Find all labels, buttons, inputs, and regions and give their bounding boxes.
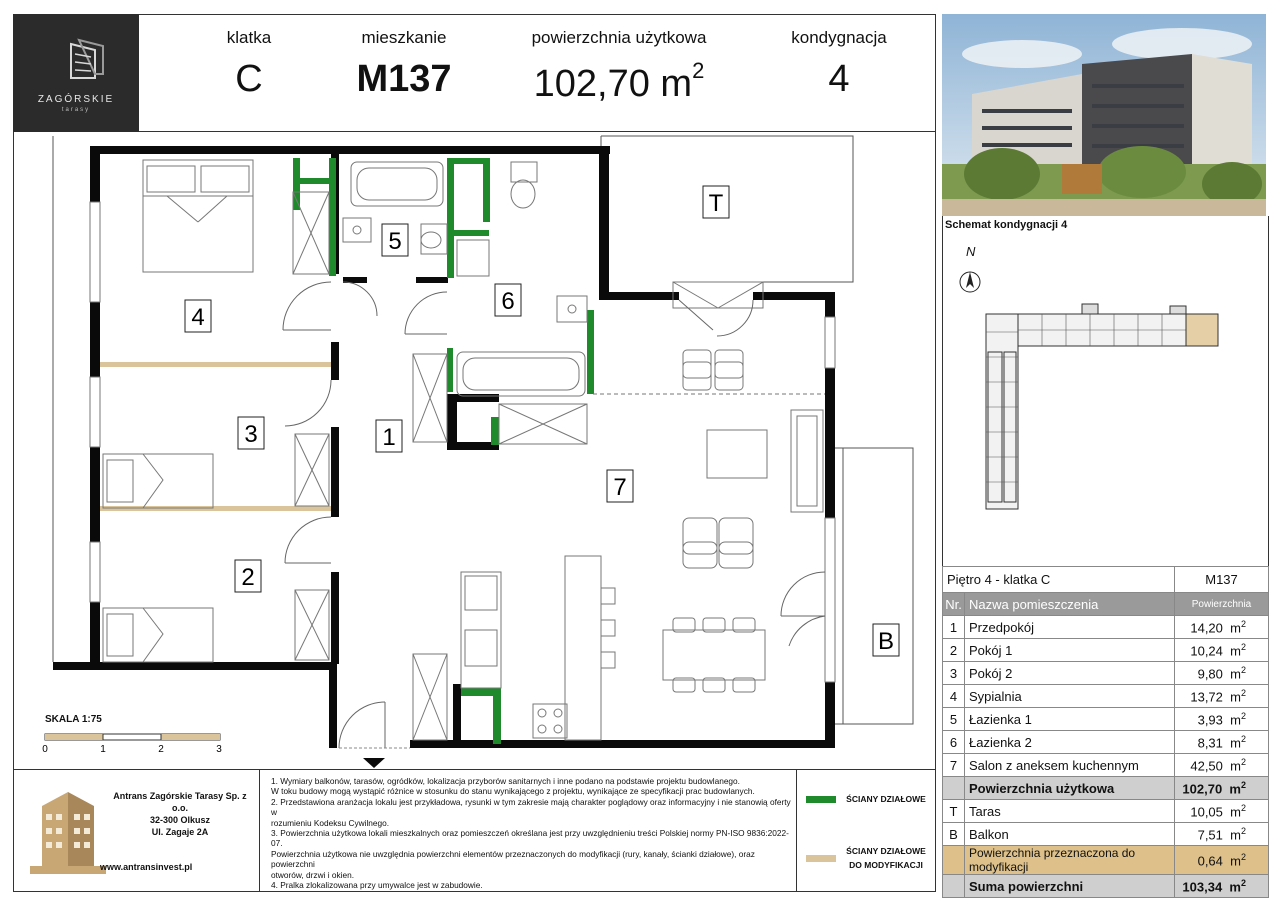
row-name: Sypialnia xyxy=(965,685,1175,708)
col-area: Powierzchnia xyxy=(1175,593,1269,616)
table-title-row xyxy=(943,567,1269,593)
table-apartment: M137 xyxy=(1175,567,1269,593)
row-name: Przedpokój xyxy=(965,616,1175,639)
col-nr: Nr. xyxy=(943,593,965,616)
table-row xyxy=(943,731,1269,754)
room-label-7: 7 xyxy=(613,474,627,501)
total-label: Suma powierzchni xyxy=(965,875,1175,898)
header-value: 102,70 $m^2$ xyxy=(533,58,705,105)
room-label-6: 6 xyxy=(501,288,515,315)
row-nr: 3 xyxy=(943,662,965,685)
logo xyxy=(13,14,139,132)
header-value: C xyxy=(235,58,263,100)
header-col-mieszkanie xyxy=(334,15,474,101)
row-nr: 5 xyxy=(943,708,965,731)
exterior-walls xyxy=(53,146,835,748)
legend-modification-swatch xyxy=(806,855,836,862)
row-area: 13,72 $m^2$ xyxy=(1175,685,1269,708)
table-header-row xyxy=(943,593,1269,616)
room-label-1: 1 xyxy=(382,424,396,451)
table-row xyxy=(943,616,1269,639)
modification-area: 0,64 $m^2$ xyxy=(1175,846,1269,875)
company-street: Ul. Zagaje 2A xyxy=(151,827,209,837)
table-row xyxy=(943,662,1269,685)
footer-notes xyxy=(271,776,791,890)
usable-label: Powierzchnia użytkowa xyxy=(965,777,1175,800)
row-area: 9,80 $m^2$ xyxy=(1175,662,1269,685)
header-label: kondygnacja xyxy=(791,28,887,47)
row-nr: 1 xyxy=(943,616,965,639)
row-area: 14,20 $m^2$ xyxy=(1175,616,1269,639)
room-area-table xyxy=(942,566,1269,898)
note-line: 4. Pralka zlokalizowana przy umywalce jest w zabudowie. xyxy=(271,880,483,891)
legend-modification-label: ŚCIANY DZIAŁOWE DO MODYFIKACJI xyxy=(846,846,926,870)
room-label-4: 4 xyxy=(191,304,205,331)
apartment-header xyxy=(139,14,936,132)
note-line: 1. Wymiary balkonów, tarasów, ogródków, lokalizacja przyborów sanitarnych i inne podano na podstawie projektu budowlanego. xyxy=(271,776,740,786)
header-col-powierzchnia xyxy=(509,15,729,106)
modification-row xyxy=(943,846,1269,875)
scale-tick: 1 xyxy=(100,744,106,755)
terrace-label: T xyxy=(708,190,724,217)
total-area: 103,34 $m^2$ xyxy=(1175,875,1269,898)
table-row xyxy=(943,754,1269,777)
note-line: 3. Powierzchnia użytkowa lokali mieszkalnych oraz pomieszczeń określana jest przy uwzględnieniu treści Polskiej normy PN-ISO 9836:2022-07. xyxy=(271,828,789,849)
room-label-5: 5 xyxy=(388,228,402,255)
header-value: M137 xyxy=(356,58,452,100)
legend-partition-label: ŚCIANY DZIAŁOWE xyxy=(846,794,926,804)
col-name: Nazwa pomieszczenia xyxy=(965,593,1175,616)
row-area: 10,05 $m^2$ xyxy=(1175,800,1269,823)
row-area: 8,31 $m^2$ xyxy=(1175,731,1269,754)
table-title: Piętro 4 - klatka C xyxy=(943,567,1175,593)
row-name: Pokój 1 xyxy=(965,639,1175,662)
header-col-klatka xyxy=(189,15,309,101)
row-nr: 6 xyxy=(943,731,965,754)
scale-label: SKALA 1:75 xyxy=(45,714,102,725)
company-address xyxy=(110,790,250,838)
building-photo xyxy=(942,14,1266,216)
row-name: Pokój 2 xyxy=(965,662,1175,685)
note-line: 2. Przedstawiona aranżacja lokalu jest przykładowa, rysunki w tym zakresie mają charakter poglądowy oraz informacyjny i nie stanowią oferty w xyxy=(271,796,791,818)
floor-schema xyxy=(942,262,1266,562)
row-name: Łazienka 2 xyxy=(965,731,1175,754)
footer-divider xyxy=(796,770,797,892)
company-name: Antrans Zagórskie Tarasy Sp. z o.o. xyxy=(113,791,247,813)
logo-name: ZAGÓRSKIE xyxy=(37,94,115,105)
row-area: 10,24 $m^2$ xyxy=(1175,639,1269,662)
scale-tick: 2 xyxy=(158,744,164,755)
total-row xyxy=(943,875,1269,898)
header-label: mieszkanie xyxy=(361,28,447,47)
table-row xyxy=(943,685,1269,708)
header-label: klatka xyxy=(226,28,272,47)
floor-plan xyxy=(13,132,936,770)
logo-sub: tarasy xyxy=(61,107,91,113)
header-label: powierzchnia użytkowa xyxy=(531,28,707,47)
note-line: rozumieniu Kodeksu Cywilnego. xyxy=(271,817,390,828)
row-area: 7,51 $m^2$ xyxy=(1175,823,1269,846)
modification-label: Powierzchnia przeznaczona do modyfikacji xyxy=(965,846,1175,875)
note-line: otworów, drzwi i okien. xyxy=(271,869,355,880)
row-name: Salon z aneksem kuchennym xyxy=(965,754,1175,777)
legend-partition-swatch xyxy=(806,796,836,803)
balcony-outline xyxy=(831,448,913,724)
balcony-label: B xyxy=(877,628,895,655)
row-nr: 7 xyxy=(943,754,965,777)
table-row xyxy=(943,708,1269,731)
table-row xyxy=(943,639,1269,662)
footer-divider xyxy=(259,770,260,892)
row-name: Balkon xyxy=(965,823,1175,846)
company-city: 32-300 Olkusz xyxy=(149,815,211,825)
row-nr: 2 xyxy=(943,639,965,662)
row-name: Taras xyxy=(965,800,1175,823)
room-labels xyxy=(185,186,899,656)
logo-building-icon xyxy=(65,38,109,82)
company-website[interactable]: www.antransinvest.pl xyxy=(100,862,193,872)
compass-icon xyxy=(960,272,980,292)
highlighted-apartment xyxy=(1186,314,1218,346)
entrance-marker xyxy=(363,758,385,768)
scale-tick: 3 xyxy=(216,744,222,755)
table-row xyxy=(943,800,1269,823)
note-line: W toku budowy mogą wystąpić różnice w stosunku do stanu wynikającego z projektu, wynikające ze specyfikacji prac budowlanych. xyxy=(271,786,755,797)
row-nr: 4 xyxy=(943,685,965,708)
row-area: 42,50 $m^2$ xyxy=(1175,754,1269,777)
note-line: Powierzchnia użytkowa nie uwzględnia powierzchni elementów przeznaczonych do modyfikacji (rury, kanały, ścianki działowe), oraz powierzchni xyxy=(271,848,755,870)
usable-area-row xyxy=(943,777,1269,800)
header-value: 4 xyxy=(828,58,850,100)
north-label: N xyxy=(966,244,976,259)
schema-title: Schemat kondygnacji 4 xyxy=(945,219,1068,231)
row-nr: B xyxy=(943,823,965,846)
usable-area: 102,70 $m^2$ xyxy=(1175,777,1269,800)
header-col-kondygnacja xyxy=(769,15,909,101)
table-row xyxy=(943,823,1269,846)
row-nr: T xyxy=(943,800,965,823)
scale-bar xyxy=(40,730,230,755)
scale-tick: 0 xyxy=(42,744,48,755)
row-name: Łazienka 1 xyxy=(965,708,1175,731)
room-label-2: 2 xyxy=(241,564,255,591)
row-area: 3,93 $m^2$ xyxy=(1175,708,1269,731)
room-label-3: 3 xyxy=(244,421,258,448)
